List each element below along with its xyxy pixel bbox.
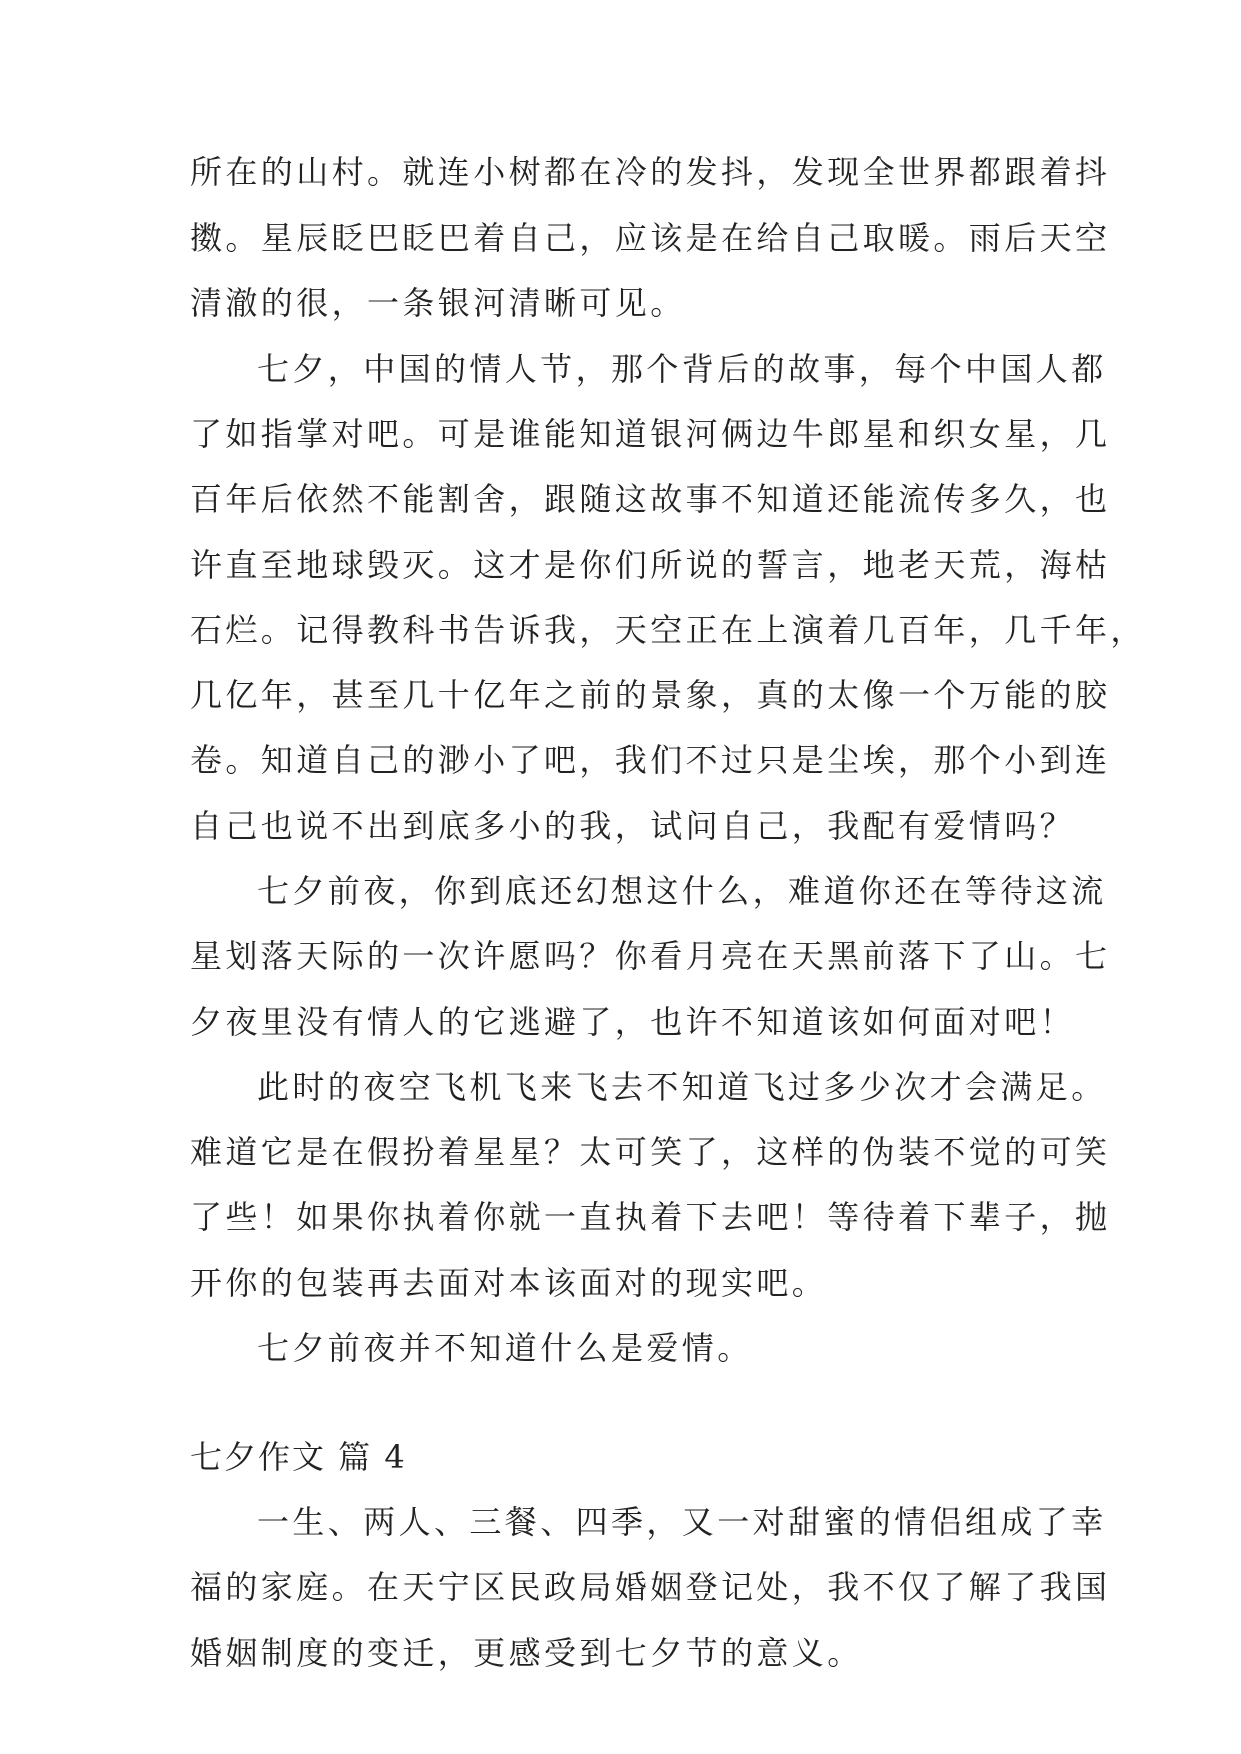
paragraph-2-line-5: 石烂。记得教科书告诉我，天空正在上演着几百年，几千年， (190, 611, 1146, 649)
section-paragraph-line-1: 一生、两人、三餐、四季，又一对甜蜜的情侣组成了幸 (257, 1503, 1107, 1541)
section-heading: 七夕作文 篇 4 (190, 1438, 407, 1476)
paragraph-3-line-1: 七夕前夜，你到底还幻想这什么，难道你还在等待这流 (257, 872, 1107, 910)
paragraph-3-line-3: 夕夜里没有情人的它逃避了，也许不知道该如何面对吧！ (190, 1003, 1076, 1041)
paragraph-5-line-1: 七夕前夜并不知道什么是爱情。 (257, 1329, 753, 1367)
paragraph-2-line-2: 了如指掌对吧。可是谁能知道银河俩边牛郎星和织女星，几 (190, 415, 1111, 453)
paragraph-1-line-2: 擞。星辰眨巴眨巴着自己，应该是在给自己取暖。雨后天空 (190, 219, 1111, 257)
paragraph-2-line-7: 卷。知道自己的渺小了吧，我们不过只是尘埃，那个小到连 (190, 741, 1111, 779)
paragraph-4-line-4: 开你的包装再去面对本该面对的现实吧。 (190, 1264, 828, 1302)
paragraph-4-line-2: 难道它是在假扮着星星？太可笑了，这样的伪装不觉的可笑 (190, 1133, 1111, 1171)
paragraph-3-line-2: 星划落天际的一次许愿吗？你看月亮在天黑前落下了山。七 (190, 937, 1111, 975)
paragraph-2-line-8: 自己也说不出到底多小的我，试问自己，我配有爱情吗？ (190, 807, 1076, 845)
paragraph-2-line-6: 几亿年，甚至几十亿年之前的景象，真的太像一个万能的胶 (190, 676, 1111, 714)
paragraph-2-line-3: 百年后依然不能割舍，跟随这故事不知道还能流传多久，也 (190, 480, 1111, 518)
section-paragraph-line-2: 福的家庭。在天宁区民政局婚姻登记处，我不仅了解了我国 (190, 1568, 1111, 1606)
paragraph-2-line-1: 七夕，中国的情人节，那个背后的故事，每个中国人都 (257, 350, 1107, 388)
paragraph-1-line-1: 所在的山村。就连小树都在冷的发抖，发现全世界都跟着抖 (190, 153, 1111, 191)
section-paragraph-line-3: 婚姻制度的变迁，更感受到七夕节的意义。 (190, 1634, 863, 1672)
paragraph-1-line-3: 清澈的很，一条银河清晰可见。 (190, 284, 686, 322)
paragraph-4-line-3: 了些！如果你执着你就一直执着下去吧！等待着下辈子，抛 (190, 1198, 1111, 1236)
paragraph-2-line-4: 许直至地球毁灭。这才是你们所说的誓言，地老天荒，海枯 (190, 546, 1111, 584)
paragraph-4-line-1: 此时的夜空飞机飞来飞去不知道飞过多少次才会满足。 (257, 1068, 1107, 1106)
